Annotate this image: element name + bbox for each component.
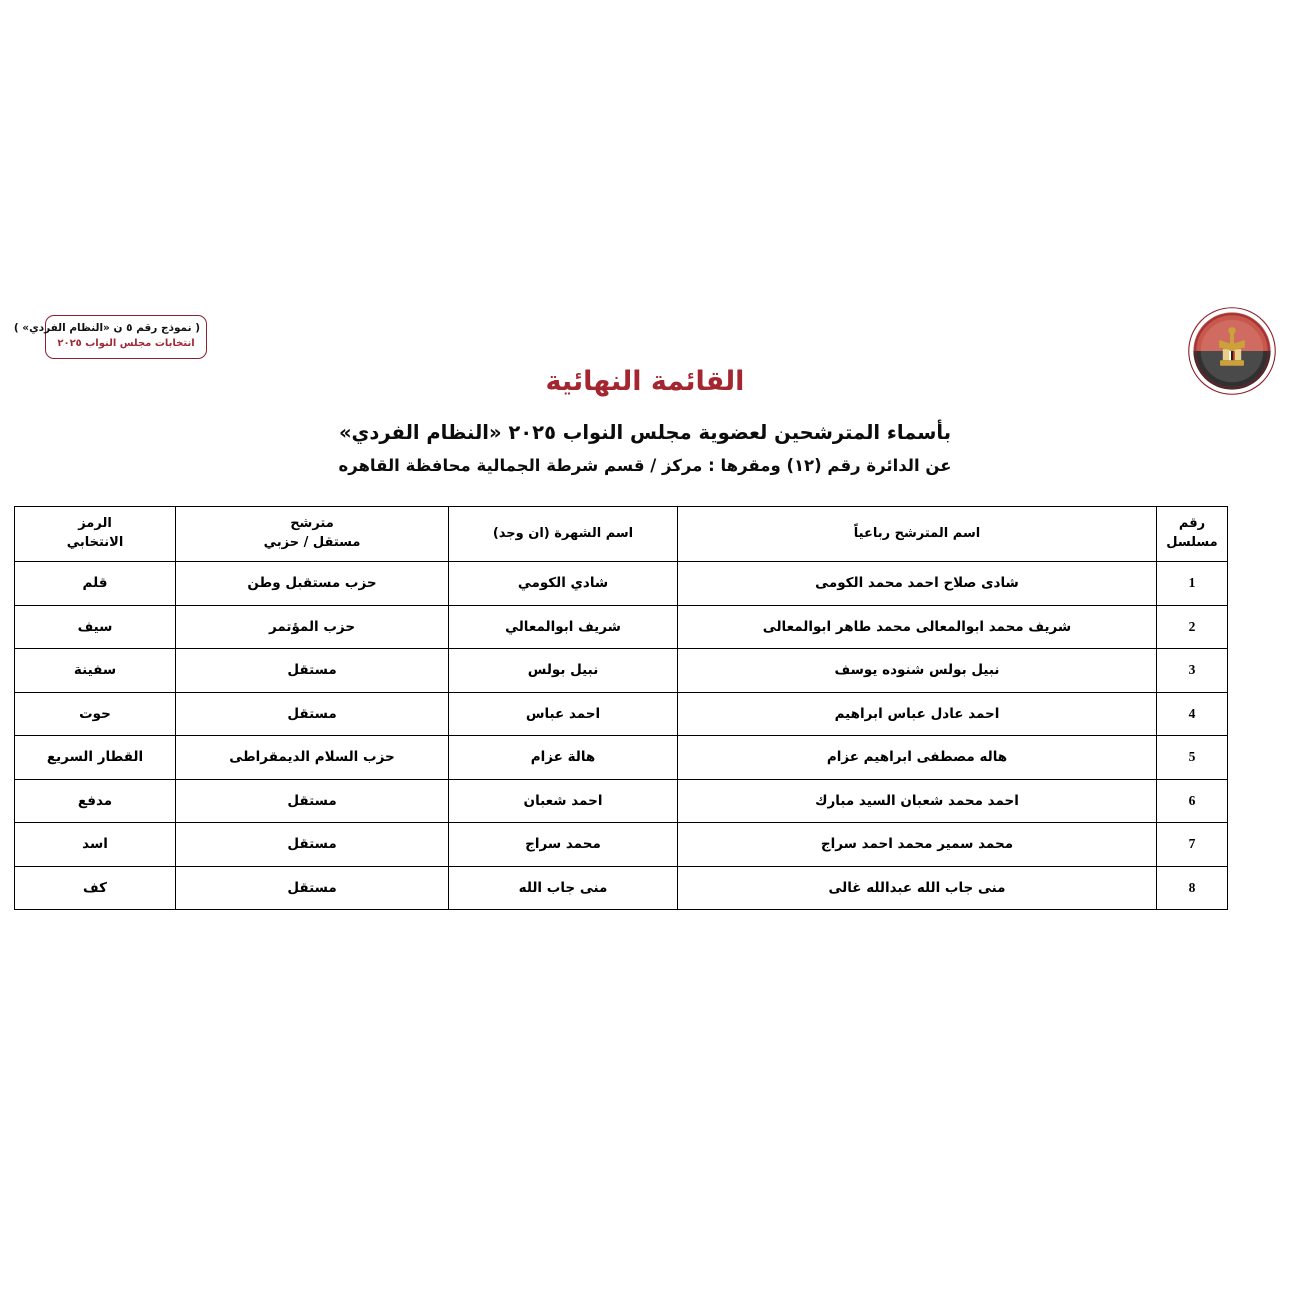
column-header-candidate-name: اسم المترشح رباعياً xyxy=(678,507,1157,562)
column-header-party-line-2: مستقل / حزبي xyxy=(263,535,361,550)
form-number-line-2: انتخابات مجلس النواب ٢٠٢٥ xyxy=(57,338,195,350)
candidates-table xyxy=(14,506,1228,910)
cell-nickname: منى جاب الله xyxy=(449,866,678,910)
cell-nickname: هالة عزام xyxy=(449,736,678,780)
table-header xyxy=(15,507,1228,562)
cell-serial: 2 xyxy=(1157,605,1228,649)
cell-party: مستقل xyxy=(176,649,449,693)
cell-candidate-name: محمد سمير محمد احمد سراج xyxy=(678,823,1157,867)
cell-symbol: كف xyxy=(15,866,176,910)
column-header-symbol xyxy=(15,507,176,562)
column-header-party xyxy=(176,507,449,562)
cell-party: حزب السلام الديمقراطى xyxy=(176,736,449,780)
cell-nickname: نبيل بولس xyxy=(449,649,678,693)
cell-symbol: اسد xyxy=(15,823,176,867)
table-header-row xyxy=(15,507,1228,562)
table-row xyxy=(15,866,1228,910)
cell-candidate-name: شادى صلاح احمد محمد الكومى xyxy=(678,562,1157,606)
form-number-line-1: ( نموذج رقم ٥ ن «النظام الفردي» ) xyxy=(13,322,200,334)
table-row xyxy=(15,562,1228,606)
cell-candidate-name: منى جاب الله عبدالله غالى xyxy=(678,866,1157,910)
cell-party: مستقل xyxy=(176,692,449,736)
table-body xyxy=(15,562,1228,910)
cell-candidate-name: احمد عادل عباس ابراهيم xyxy=(678,692,1157,736)
cell-symbol: مدفع xyxy=(15,779,176,823)
table-row xyxy=(15,649,1228,693)
district-line: عن الدائرة رقم (١٢) ومقرها : مركز / قسم شرطة الجمالية محافظة القاهره xyxy=(338,456,952,475)
cell-nickname: شريف ابوالمعالي xyxy=(449,605,678,649)
cell-serial: 6 xyxy=(1157,779,1228,823)
cell-nickname: شادي الكومي xyxy=(449,562,678,606)
cell-party: حزب المؤتمر xyxy=(176,605,449,649)
column-header-serial-line-1: رقم xyxy=(1178,516,1206,532)
column-header-serial xyxy=(1157,507,1228,562)
cell-party: مستقل xyxy=(176,779,449,823)
cell-serial: 4 xyxy=(1157,692,1228,736)
page-subtitle: بأسماء المترشحين لعضوية مجلس النواب ٢٠٢٥ «النظام الفردي» xyxy=(338,421,952,444)
cell-party: حزب مستقبل وطن xyxy=(176,562,449,606)
cell-party: مستقل xyxy=(176,823,449,867)
cell-symbol: حوت xyxy=(15,692,176,736)
column-header-nickname: اسم الشهرة (ان وجد) xyxy=(449,507,678,562)
cell-symbol: القطار السريع xyxy=(15,736,176,780)
cell-symbol: سيف xyxy=(15,605,176,649)
cell-symbol: قلم xyxy=(15,562,176,606)
column-header-party-line-1: مترشح xyxy=(290,516,334,532)
candidates-table-container xyxy=(46,506,1228,910)
table-row xyxy=(15,605,1228,649)
column-header-serial-line-2: مسلسل xyxy=(1166,535,1218,550)
cell-candidate-name: هاله مصطفى ابراهيم عزام xyxy=(678,736,1157,780)
table-row xyxy=(15,823,1228,867)
column-header-symbol-line-2: الانتخابي xyxy=(66,535,124,550)
cell-candidate-name: شريف محمد ابوالمعالى محمد طاهر ابوالمعالى xyxy=(678,605,1157,649)
cell-candidate-name: نبيل بولس شنوده يوسف xyxy=(678,649,1157,693)
cell-candidate-name: احمد محمد شعبان السيد مبارك xyxy=(678,779,1157,823)
cell-nickname: احمد شعبان xyxy=(449,779,678,823)
table-row xyxy=(15,779,1228,823)
table-row xyxy=(15,692,1228,736)
cell-party: مستقل xyxy=(176,866,449,910)
table-row xyxy=(15,736,1228,780)
column-header-symbol-line-1: الرمز xyxy=(78,516,112,532)
cell-symbol: سفينة xyxy=(15,649,176,693)
cell-serial: 5 xyxy=(1157,736,1228,780)
cell-serial: 3 xyxy=(1157,649,1228,693)
cell-serial: 7 xyxy=(1157,823,1228,867)
cell-nickname: محمد سراج xyxy=(449,823,678,867)
cell-nickname: احمد عباس xyxy=(449,692,678,736)
cell-serial: 8 xyxy=(1157,866,1228,910)
cell-serial: 1 xyxy=(1157,562,1228,606)
page-title: القائمة النهائية xyxy=(545,366,745,397)
form-number-box xyxy=(13,315,207,359)
